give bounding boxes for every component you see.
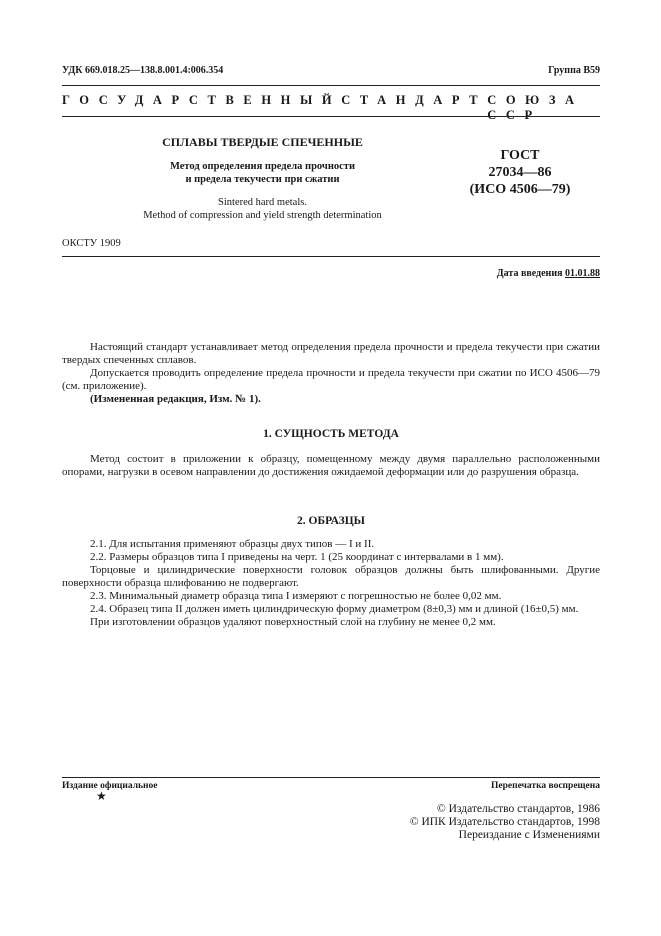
subtitle-line-1: Метод определения предела прочности xyxy=(169,161,356,172)
section-1-heading: 1. СУЩНОСТЬ МЕТОДА xyxy=(263,428,399,440)
amendment-note: (Измененная редакция, Изм. № 1). xyxy=(90,393,261,405)
okstu-rule xyxy=(62,256,600,257)
introduction-date-label: Дата введения xyxy=(496,268,563,279)
section-2-text xyxy=(62,538,600,629)
gost-designation xyxy=(460,147,580,198)
intro-text xyxy=(62,341,600,406)
header-rule-top xyxy=(62,85,600,86)
section-2-heading: 2. ОБРАЗЦЫ xyxy=(297,515,365,527)
star-icon: ★ xyxy=(96,789,107,803)
clause-2-4-note: При изготовлении образцов удаляют поверхностный слой на глубину не менее 0,2 мм. xyxy=(90,616,496,628)
udk-code: УДК 669.018.25—138.8.001.4:006.354 xyxy=(62,65,224,76)
copyright-line-1: © Издательство стандартов, 1986 xyxy=(436,803,600,815)
state-standard-banner xyxy=(62,93,600,123)
official-edition-label: Издание официальное xyxy=(62,781,158,791)
footer-rule xyxy=(62,777,600,778)
group-code: Группа В59 xyxy=(548,65,600,76)
document-title: СПЛАВЫ ТВЕРДЫЕ СПЕЧЕННЫЕ xyxy=(162,135,363,149)
clause-2-2-note: Торцовые и цилиндрические поверхности головок образцов должны быть шлифованными. Другие поверхности образца шлифованию не подвергают. xyxy=(62,564,600,589)
clause-2-4: 2.4. Образец типа II должен иметь цилиндрическую форму диаметром (8±0,3) мм и длиной (16±0,5) мм. xyxy=(90,603,579,615)
reissue-note: Переиздание с Изменениями xyxy=(458,829,600,841)
clause-2-3: 2.3. Минимальный диаметр образца типа I измеряют с погрешностью не более 0,02 мм. xyxy=(90,590,502,602)
document-subtitle xyxy=(130,160,395,186)
clause-2-2: 2.2. Размеры образцов типа I приведены на черт. 1 (25 координат с интервалами в 1 мм). xyxy=(90,551,504,563)
clause-2-1: 2.1. Для испытания применяют образцы двух типов — I и II. xyxy=(90,538,375,550)
banner-word-2: СТАНДАРТ xyxy=(341,93,488,107)
subtitle-line-2: и предела текучести при сжатии xyxy=(185,174,340,185)
intro-paragraph-1: Настоящий стандарт устанавливает метод определения предела прочности и предела текучести при сжатии твердых спеченных сплавов. xyxy=(62,341,600,366)
section-1-text xyxy=(62,453,600,479)
introduction-date-value: 01.01.88 xyxy=(565,268,600,279)
copyright-block xyxy=(410,803,600,842)
reprint-prohibited-label: Перепечатка воспрещена xyxy=(490,781,600,791)
english-title xyxy=(130,196,395,222)
gost-number: 27034—86 xyxy=(488,165,552,180)
gost-label: ГОСТ xyxy=(500,148,540,163)
header-rule-bottom xyxy=(62,116,600,117)
english-title-line-2: Method of compression and yield strength determination xyxy=(143,210,382,221)
introduction-date xyxy=(497,268,600,279)
okstu-code: ОКСТУ 1909 xyxy=(62,238,121,249)
section-1-paragraph: Метод состоит в приложении к образцу, помещенному между двумя параллельно расположенными опорами, нагрузки в осевом направлении до достижения ожидаемой деформации или до разрушения образца. xyxy=(62,453,600,478)
copyright-line-2: © ИПК Издательство стандартов, 1998 xyxy=(409,816,600,828)
english-title-line-1: Sintered hard metals. xyxy=(218,197,307,208)
banner-word-1: ГОСУДАРСТВЕННЫЙ xyxy=(62,93,342,107)
banner-word-3: СОЮЗА ССР xyxy=(487,93,584,122)
iso-number: (ИСО 4506—79) xyxy=(469,182,571,197)
intro-paragraph-2: Допускается проводить определение предела прочности и предела текучести при сжатии по ИСО 4506—79 (см. приложение). xyxy=(62,367,600,392)
